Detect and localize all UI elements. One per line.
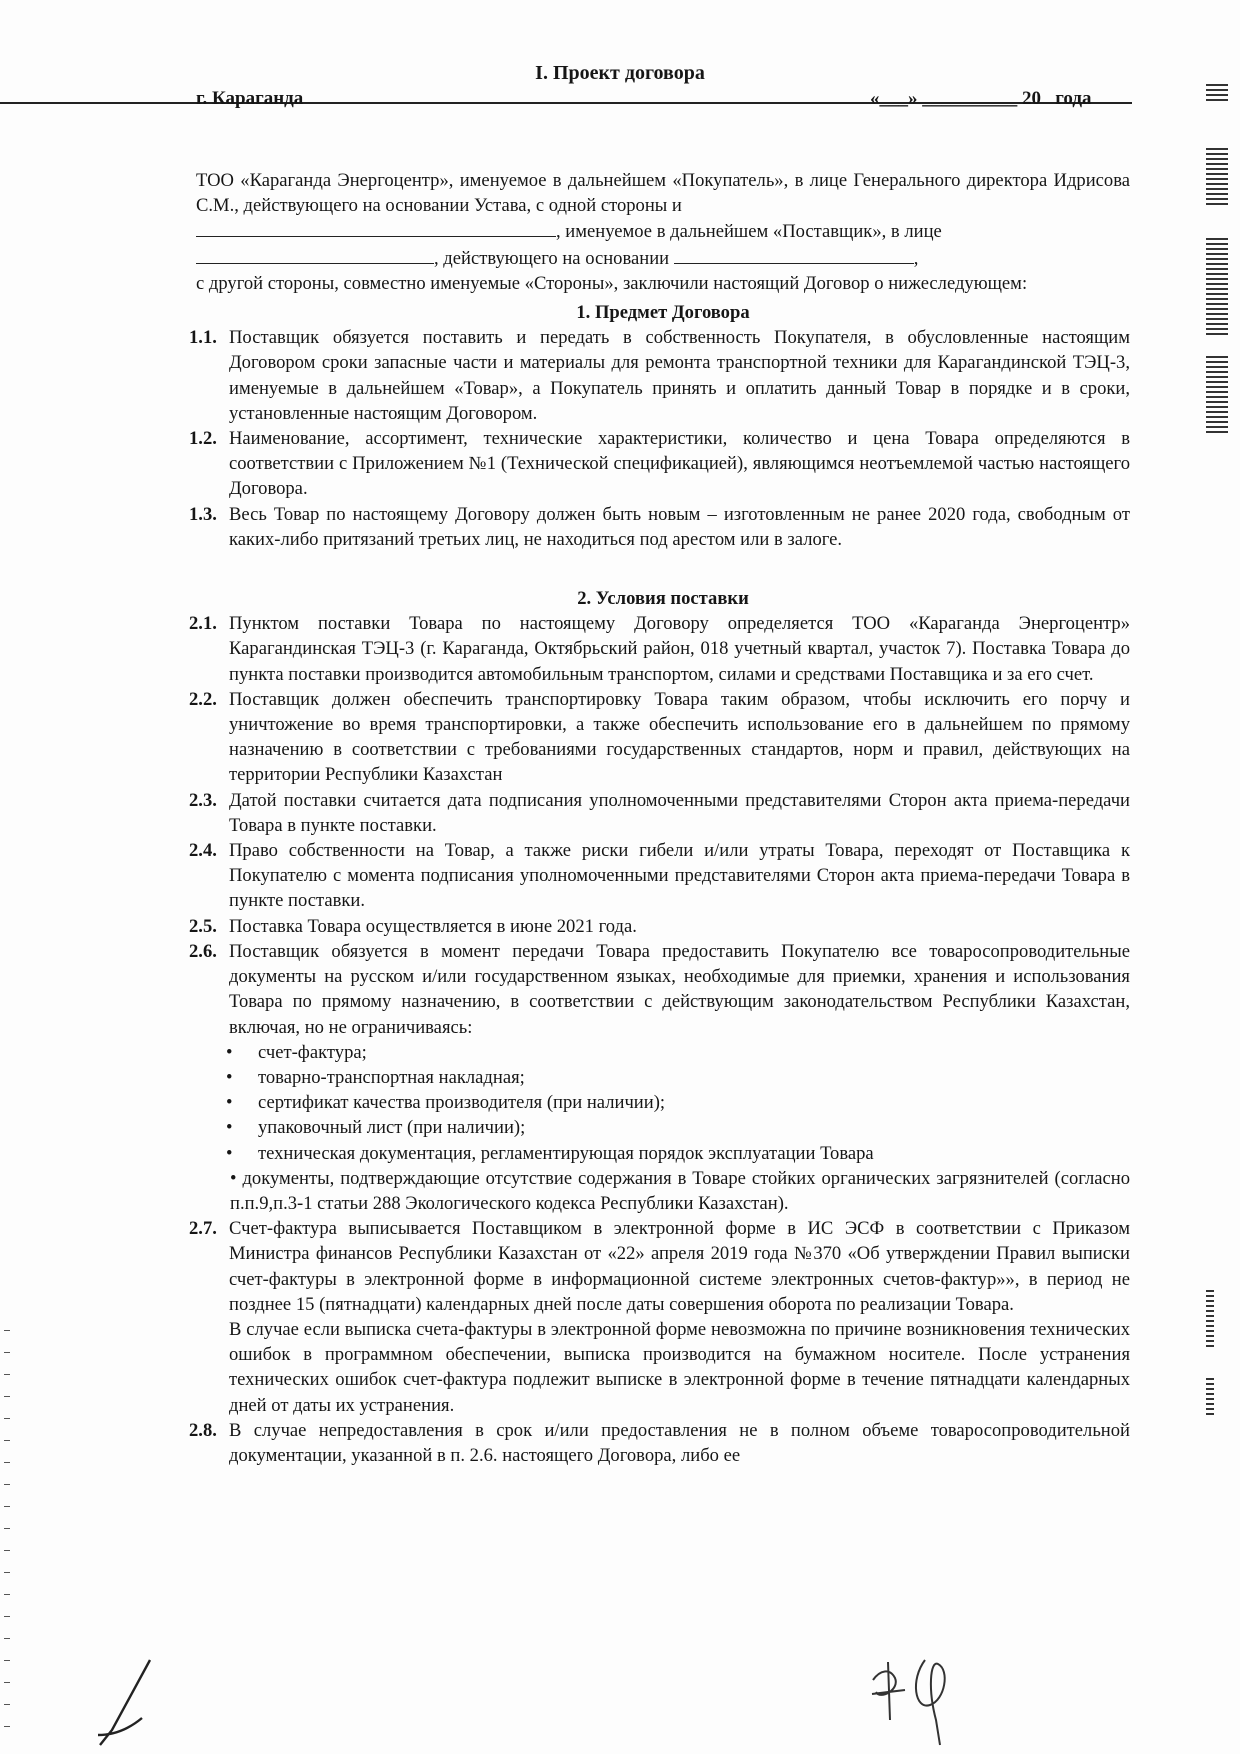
- clause-number: 2.2.: [189, 688, 217, 710]
- clause-text: Поставка Товара осуществляется в июне 2021 года.: [229, 915, 637, 937]
- list-item: • техническая документация, регламентирующая порядок эксплуатации Товара: [226, 1141, 1130, 1166]
- clause-text: Датой поставки считается дата подписания уполномоченными представителями Сторон акта приема-передачи Товара в пункте поставки.: [229, 789, 1130, 836]
- section-1-heading: 1. Предмет Договора: [576, 302, 750, 324]
- clause-number: 2.4.: [189, 840, 217, 862]
- list-item: • сертификат качества производителя (при наличии);: [226, 1090, 1130, 1115]
- date-label: «___» __________ 20 года: [870, 88, 1092, 109]
- clause-text: Поставщик обязуется поставить и передать в собственность Покупателя, в обусловленные настоящим Договором сроки запасные части и материалы для ремонта транспортной техники для Карагандинской ТЭЦ-3, именуемые в дальнейшем «Товар», а Покупатель принять и оплатить данный Товар в порядке и в сроки, установленные настоящим Договором.: [229, 327, 1130, 424]
- document-title: I. Проект договора: [535, 62, 705, 84]
- clause-text: Наименование, ассортимент, технические характеристики, количество и цена Товара определяются в соответствии с Приложением №1 (Технической спецификацией), являющимся неотъемлемой частью настоящего Договора.: [229, 428, 1130, 500]
- intro-paragraph-2: , именуемое в дальнейшем «Поставщик», в лице: [196, 218, 1130, 244]
- clause-text: Право собственности на Товар, а также риски гибели и/или утраты Товара, переходят от Поставщика к Покупателю с момента подписания уполномоченными представителями Сторон акта приема-передачи Товара в пункте поставки.: [229, 840, 1130, 912]
- intro-paragraph-1: ТОО «Караганда Энергоцентр», именуемое в дальнейшем «Покупатель», в лице Генерального директора Идрисова С.М., действующего на основании Устава, с одной стороны и: [196, 170, 1130, 217]
- clause-number: 2.7.: [189, 1218, 217, 1240]
- clause-text: В случае непредоставления в срок и/или предоставления не в полном объеме товаросопроводительной документации, указанной в п. 2.6. настоящего Договора, либо ее: [229, 1419, 1130, 1466]
- intro-paragraph-4: с другой стороны, совместно именуемые «Стороны», заключили настоящий Договор о нижеследующем:: [196, 272, 1028, 294]
- intro-paragraph-3: , действующего на основании ,: [196, 245, 1130, 271]
- clause-number: 1.3.: [189, 503, 217, 525]
- clause-text: Пунктом поставки Товара по настоящему Договору определяется ТОО «Караганда Энергоцентр» Карагандинская ТЭЦ-3 (г. Караганда, Октябрьский район, 018 учетный квартал, участок 7). Поставка Товара до пункта поставки производится автомобильным транспортом, силами и средствами Поставщика и за его счет.: [229, 613, 1130, 685]
- list-item: • товарно-транспортная накладная;: [226, 1065, 1130, 1090]
- list-item: • упаковочный лист (при наличии);: [226, 1115, 1130, 1140]
- clause-number: 2.1.: [189, 613, 217, 635]
- clause-text: Весь Товар по настоящему Договору должен быть новым – изготовленным не ранее 2020 года, свободным от каких-либо притязаний третьих лиц, не находиться под арестом или в залоге.: [229, 503, 1130, 550]
- clause-text: Поставщик обязуется в момент передачи Товара предоставить Покупателю все товаросопроводительные документы на русском и/или государственном языках, необходимые для приемки, хранения и использования Товара по прямому назначению, в соответствии с действующим законодательством Республики Казахстан, включая, но не ограничиваясь:: [229, 940, 1130, 1038]
- clause-number: 2.5.: [189, 915, 217, 937]
- bullet-extra-paragraph: • документы, подтверждающие отсутствие содержания в Товаре стойких органических загрязнителей (согласно п.п.9,п.3-1 статьи 288 Экологического кодекса Республики Казахстан).: [230, 1167, 1130, 1214]
- list-item: • счет-фактура;: [226, 1040, 1130, 1065]
- clause-number: 1.2.: [189, 428, 217, 450]
- clause-number: 1.1.: [189, 327, 217, 349]
- section-2-heading: 2. Условия поставки: [577, 588, 749, 610]
- clause-number: 2.3.: [189, 789, 217, 811]
- clause-text: Счет-фактура выписывается Поставщиком в электронной форме в ИС ЭСФ в соответствии с Приказом Министра финансов Республики Казахстан от «22» апреля 2019 года №370 «Об утверждении Правил выписки счет-фактуры в электронной форме в информационной системе электронных счетов-фактур»», в период не позднее 15 (пятнадцати) календарных дней после даты совершения оборота по реализации Товара.: [229, 1218, 1130, 1315]
- clause-number: 2.8.: [189, 1419, 217, 1441]
- clause-2-7-paragraph: В случае если выписка счета-фактуры в электронной форме невозможна по причине возникновения технических ошибок в программном обеспечении, выписка производится на бумажном носителе. После устранения технических ошибок счет-фактура подлежит выписке в электронной форме в течение пятнадцати календарных дней от даты их устранения.: [229, 1318, 1130, 1416]
- city-label: г. Караганда: [196, 88, 304, 109]
- clause-number: 2.6.: [189, 940, 217, 962]
- clause-text: Поставщик должен обеспечить транспортировку Товара таким образом, чтобы исключить его порчу и уничтожение во время транспортировки, а также обеспечить использование его в дальнейшем по прямому назначению в соответствии с требованиями государственных стандартов, норм и правил, действующих на территории Республики Казахстан: [229, 688, 1130, 786]
